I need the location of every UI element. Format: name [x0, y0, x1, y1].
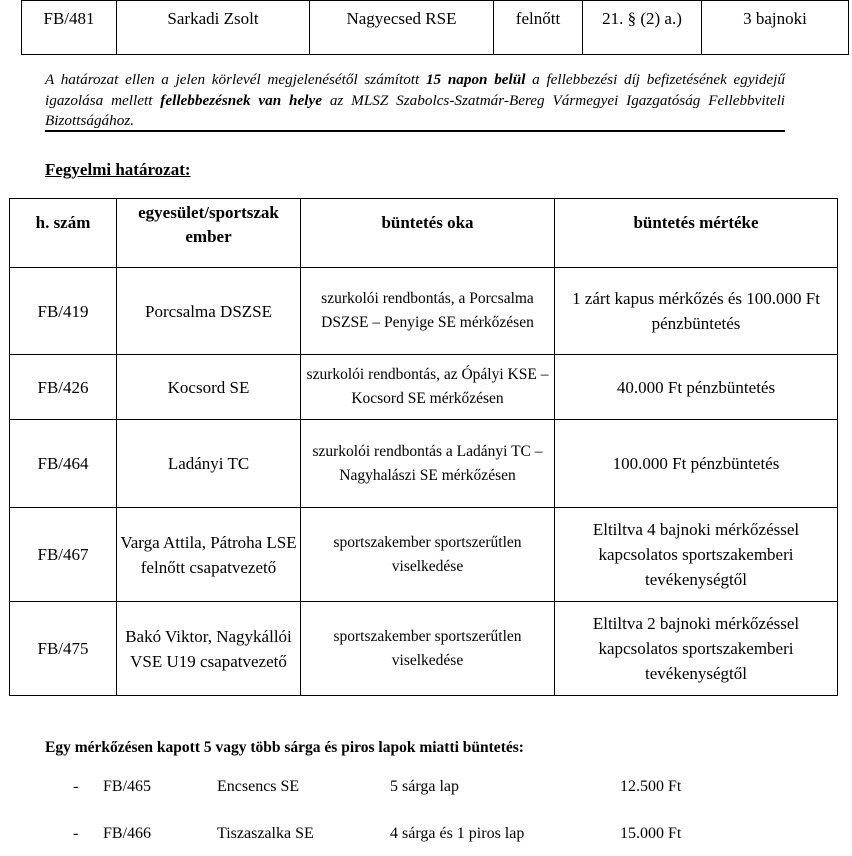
section-heading: Egy mérkőzésen kapott 5 vagy több sárga és piros lapok miatti büntetés:	[45, 739, 524, 756]
table-row	[10, 268, 838, 355]
table-row	[22, 1, 849, 55]
club-cell: Kocsord SE	[117, 355, 301, 420]
rule-cell: 21. § (2) a.)	[583, 1, 702, 55]
card-count: 4 sárga és 1 piros lap	[390, 825, 525, 842]
club-cell: Nagyecsed RSE	[310, 1, 494, 55]
card-count: 5 sárga lap	[390, 778, 460, 795]
club-name: Tiszaszalka SE	[217, 825, 314, 842]
table-row	[10, 508, 838, 602]
fine-amount: 15.000 Ft	[620, 825, 682, 842]
case-number-cell: FB/426	[10, 355, 117, 420]
club-cell: Ladányi TC	[117, 420, 301, 508]
case-number: FB/465	[103, 778, 152, 795]
club-cell: Porcsalma DSZSE	[117, 268, 301, 355]
reason-cell: szurkolói rendbontás, a Porcsalma DSZSE – Penyige SE mérkőzésen	[301, 268, 555, 355]
column-header: egyesület/sportszak ember	[117, 199, 301, 268]
penalty-cell: 100.000 Ft pénzbüntetés	[555, 420, 838, 508]
column-header: büntetés oka	[301, 199, 555, 268]
penalty-cell: 1 zárt kapus mérkőzés és 100.000 Ft pénzbüntetés	[555, 268, 838, 355]
reason-cell: sportszakember sportszerűtlen viselkedése	[301, 508, 555, 602]
appeal-notice	[45, 70, 785, 132]
penalty-cell: 3 bajnoki	[702, 1, 849, 55]
previous-penalty-table	[21, 0, 849, 55]
reason-cell: szurkolói rendbontás a Ladányi TC – Nagyhalászi SE mérkőzésen	[301, 420, 555, 508]
fine-amount: 12.500 Ft	[620, 778, 682, 795]
case-number-cell: FB/419	[10, 268, 117, 355]
appeal-right: fellebbezésnek van helye	[160, 91, 322, 109]
category-cell: felnőtt	[494, 1, 583, 55]
appeal-deadline: 15 napon belül	[425, 71, 526, 88]
column-header: h. szám	[10, 199, 117, 268]
appeal-text: az MLSZ Szabolcs-Szatmár-Bereg Vármegyei Igazgatóság Fellebbviteli Bizottságához.	[45, 91, 786, 129]
case-number: FB/466	[103, 825, 152, 842]
list-bullet: -	[73, 778, 79, 795]
table-row	[10, 420, 838, 508]
appeal-text: A határozat ellen a jelen körlevél megjelenésétől számított	[45, 71, 426, 88]
case-number-cell: FB/475	[10, 602, 117, 696]
table-header-row	[10, 199, 838, 268]
section-heading: Fegyelmi határozat:	[45, 160, 191, 179]
reason-cell: sportszakember sportszerűtlen viselkedése	[301, 602, 555, 696]
reason-cell: szurkolói rendbontás, az Ópályi KSE – Kocsord SE mérkőzésen	[301, 355, 555, 420]
penalty-cell: 40.000 Ft pénzbüntetés	[555, 355, 838, 420]
divider	[45, 130, 785, 132]
table-row	[10, 355, 838, 420]
case-number-cell: FB/467	[10, 508, 117, 602]
person-cell: Sarkadi Zsolt	[117, 1, 310, 55]
table-row	[10, 602, 838, 696]
discipline-table	[9, 198, 838, 696]
case-number-cell: FB/481	[22, 1, 117, 55]
list-item	[0, 778, 852, 800]
column-header: büntetés mértéke	[555, 199, 838, 268]
club-name: Encsencs SE	[217, 778, 300, 795]
person-cell: Bakó Viktor, Nagykállói VSE U19 csapatvezető	[117, 602, 301, 696]
penalty-cell: Eltiltva 4 bajnoki mérkőzéssel kapcsolatos sportszakemberi tevékenységtől	[555, 508, 838, 602]
appeal-text: a fellebbezési díj befizetésének egyidejű igazolása mellett	[45, 71, 785, 109]
list-bullet: -	[73, 825, 79, 842]
list-item	[0, 825, 852, 847]
case-number-cell: FB/464	[10, 420, 117, 508]
penalty-cell: Eltiltva 2 bajnoki mérkőzéssel kapcsolatos sportszakemberi tevékenységtől	[555, 602, 838, 696]
person-cell: Varga Attila, Pátroha LSE felnőtt csapatvezető	[117, 508, 301, 602]
